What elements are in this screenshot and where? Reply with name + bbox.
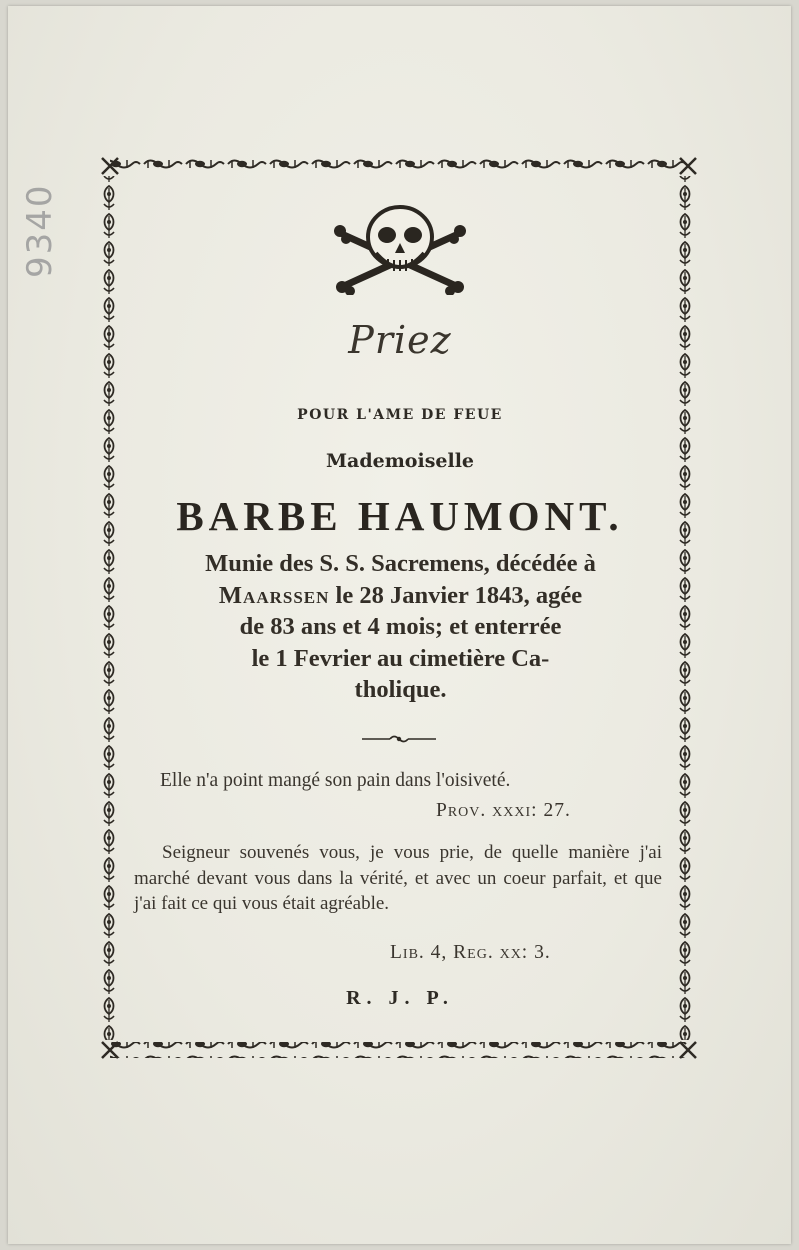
bio-line-3: de 83 ans et 4 mois; et enterrée: [239, 613, 562, 640]
honorific-title: Mademoiselle: [325, 450, 475, 472]
skull-crossbones-icon: [332, 205, 468, 295]
closing-rip: R. J. P.: [346, 987, 454, 1009]
bio-line-4: le 1 Fevrier au cimetière Ca-: [251, 644, 550, 672]
deceased-name: BARBE HAUMONT.: [176, 493, 624, 539]
biography-text: [128, 548, 673, 706]
bio-line-5: tholique.: [354, 676, 447, 703]
heading-priez: Priez: [348, 318, 452, 362]
bio-line-2-rest: le 28 Janvier 1843, agée: [329, 581, 583, 609]
scripture-ref-2: Lib. 4, Reg. xx: 3.: [390, 942, 551, 963]
heading-pour-lame: POUR L'AME DE FEUE: [297, 407, 503, 423]
scripture-quote-2: Seigneur souvenés vous, je vous prie, de quelle manière j'ai marché devant vous dans la vérité, et avec un coeur parfait, et que j'ai fait ce qui vous était agréable.: [134, 842, 662, 914]
bio-line-1: Munie des S. S. Sacremens, décédée à: [205, 550, 596, 577]
bio-place: Maarssen: [218, 581, 330, 609]
scripture-ref-1: Prov. xxxi: 27.: [436, 800, 571, 821]
pencil-inventory-number: 9340: [20, 183, 60, 278]
ornament-divider: [362, 731, 436, 745]
scripture-quote-1: Elle n'a point mangé son pain dans l'oisiveté.: [160, 770, 511, 791]
bio-line-2: [128, 580, 673, 612]
